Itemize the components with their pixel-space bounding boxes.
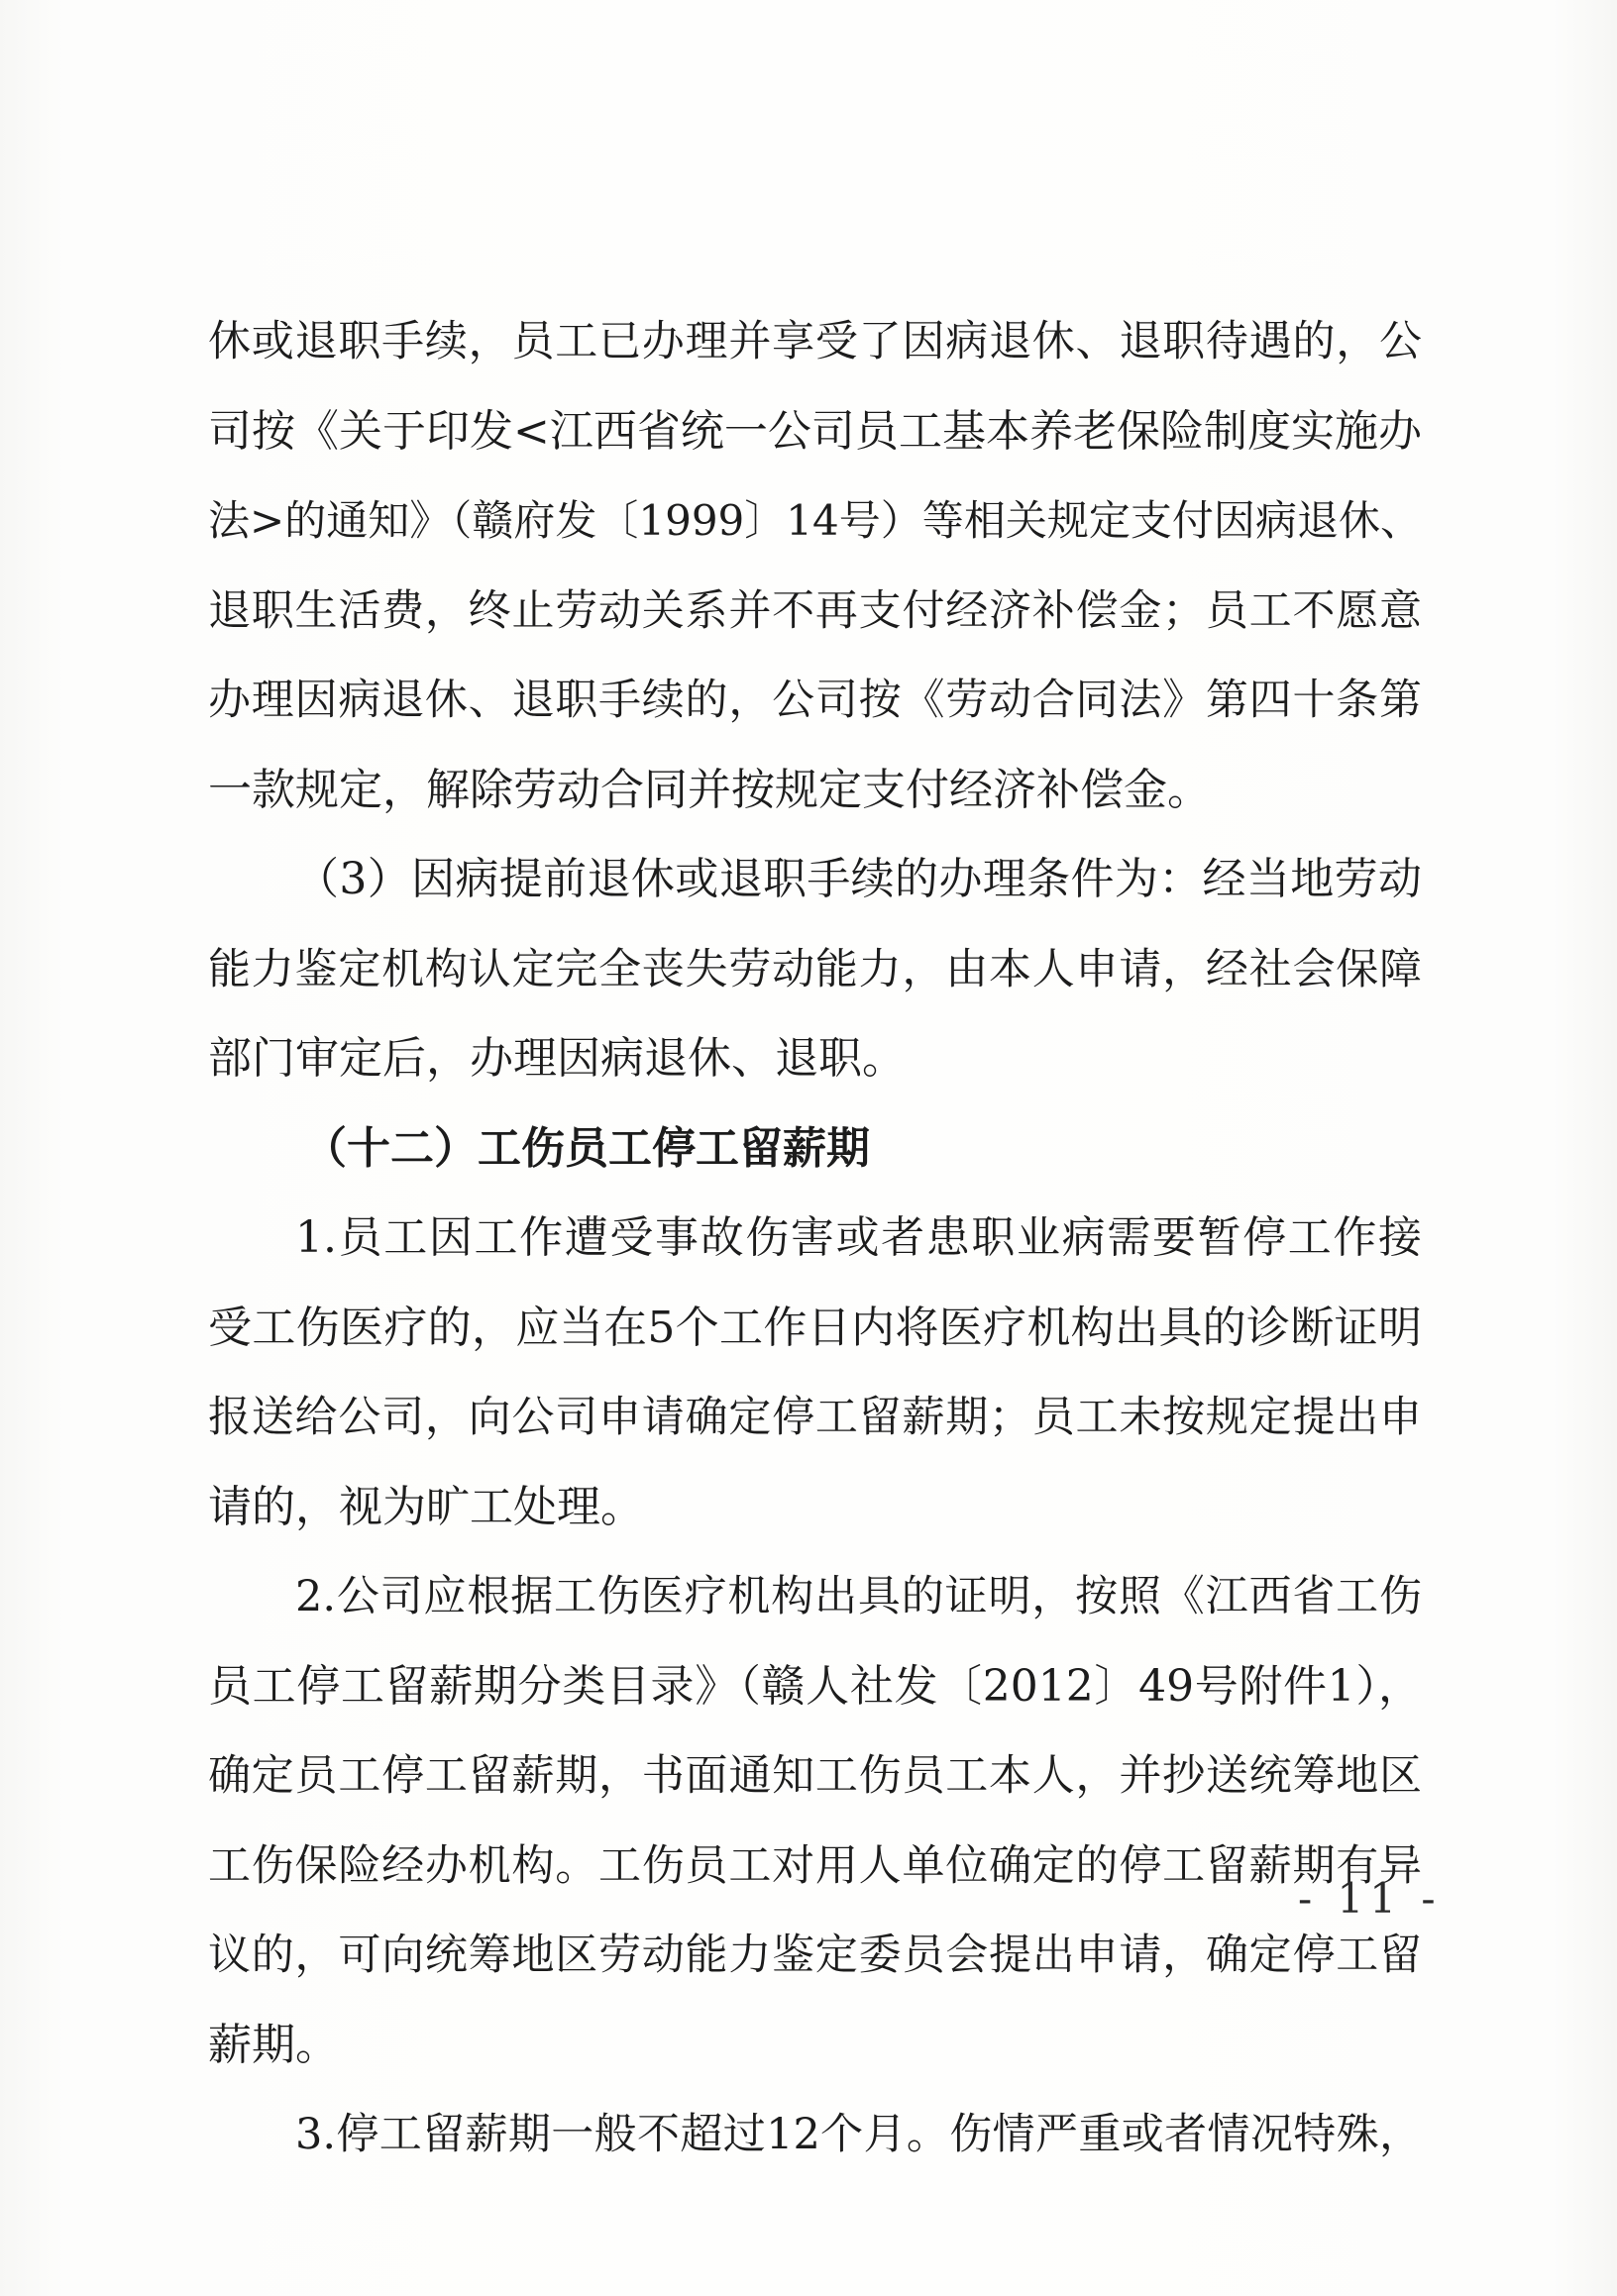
text-line: 3.停工留薪期一般不超过12个月。伤情严重或者情况特殊， xyxy=(295,2110,1422,2159)
text-line: 员工停工留薪期分类目录》（赣人社发〔2012〕49号附件1）， xyxy=(208,1660,1422,1712)
text-line: 一款规定，解除劳动合同并按规定支付经济补偿金。 xyxy=(208,764,1211,815)
text-line: 报送给公司，向公司申请确定停工留薪期；员工未按规定提出申 xyxy=(208,1393,1422,1442)
text-line: 议的，可向统筹地区劳动能力鉴定委员会提出申请，确定停工留 xyxy=(208,1931,1422,1980)
page-number: - 11 - xyxy=(1298,1874,1442,1923)
text-line: 请的，视为旷工处理。 xyxy=(208,1481,644,1532)
section-heading: （十二）工伤员工停工留薪期 xyxy=(303,1122,870,1174)
paragraph xyxy=(208,297,1422,835)
text-line: 能力鉴定机构认定完全丧失劳动能力，由本人申请，经社会保障 xyxy=(208,944,1422,994)
text-line: 休或退职手续，员工已办理并享受了因病退休、退职待遇的，公 xyxy=(208,317,1422,366)
text-line: 部门审定后，办理因病退休、退职。 xyxy=(208,1033,906,1084)
text-line: 退职生活费，终止劳动关系并不再支付经济补偿金；员工不愿意 xyxy=(208,585,1422,636)
paragraph xyxy=(208,2090,1422,2180)
text-line: 受工伤医疗的，应当在5个工作日内将医疗机构出具的诊断证明 xyxy=(208,1302,1422,1353)
paragraph xyxy=(208,1194,1422,1552)
text-line: 办理因病退休、退职手续的，公司按《劳动合同法》第四十条第 xyxy=(208,676,1422,725)
text-line: 2.公司应根据工伤医疗机构出具的证明，按照《江西省工伤 xyxy=(295,1572,1422,1621)
text-line: （3）因病提前退休或退职手续的办理条件为：经当地劳动 xyxy=(295,854,1422,904)
document-body xyxy=(208,297,1422,2180)
text-line: 法>的通知》（赣府发〔1999〕14号）等相关规定支付因病退休、 xyxy=(208,496,1422,545)
text-line: 确定员工停工留薪期，书面通知工伤员工本人，并抄送统筹地区 xyxy=(208,1751,1422,1801)
paragraph xyxy=(208,835,1422,1104)
text-line: 工伤保险经办机构。工伤员工对用人单位确定的停工留薪期有异 xyxy=(208,1840,1422,1891)
text-line: 薪期。 xyxy=(208,2019,339,2070)
paragraph xyxy=(208,1552,1422,2090)
text-line: 司按《关于印发<江西省统一公司员工基本养老保险制度实施办 xyxy=(208,405,1422,457)
text-line: 1.员工因工作遭受事故伤害或者患职业病需要暂停工作接 xyxy=(295,1212,1422,1263)
